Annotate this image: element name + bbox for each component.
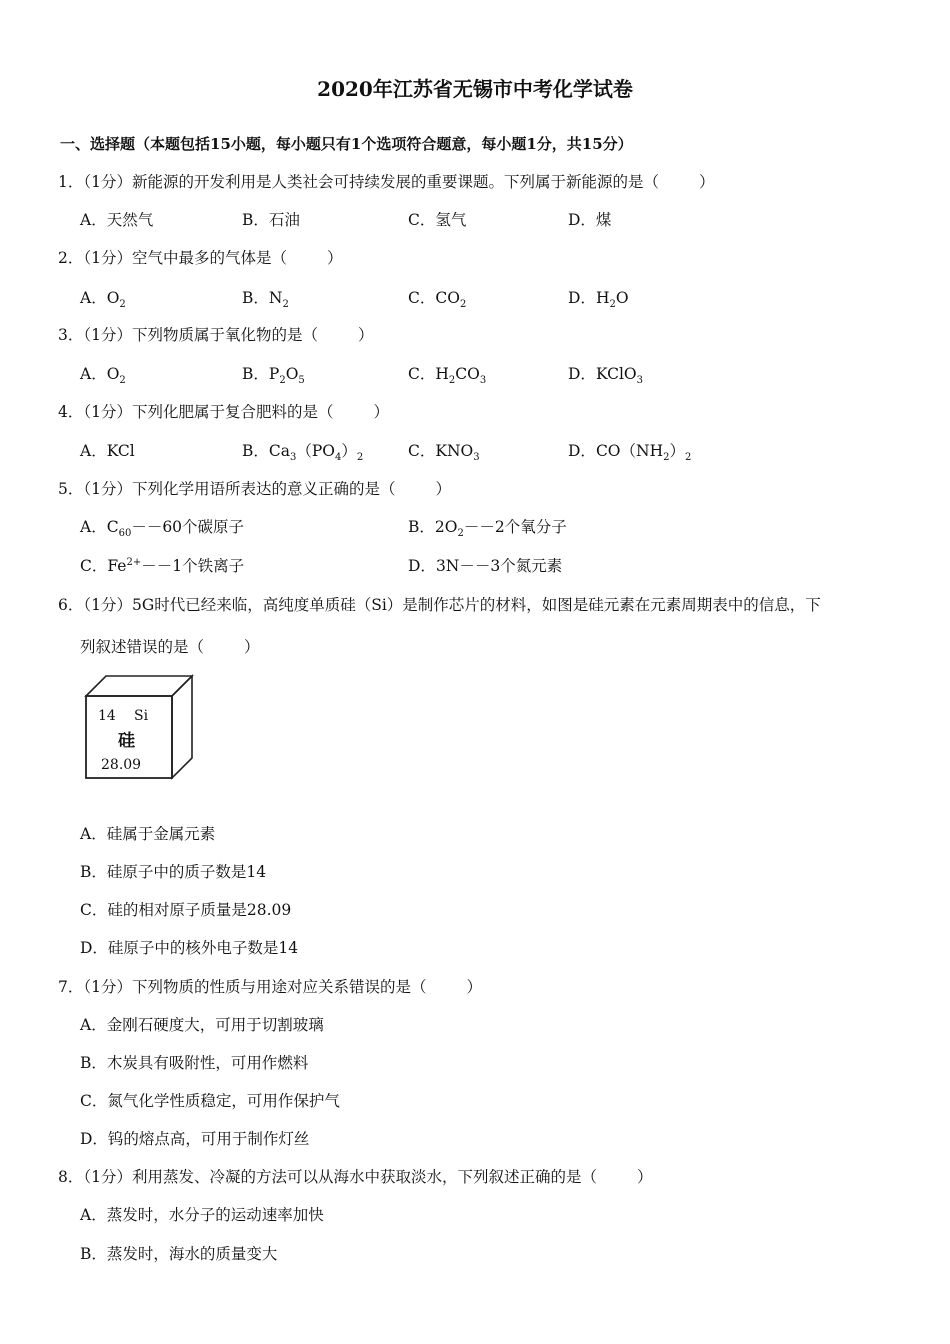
element-symbol: Si [134, 708, 149, 724]
question-bracket-end: ） [327, 249, 343, 267]
q3-option-c: C．$H_2CO_3$ [408, 365, 487, 387]
question-number: 4． [58, 403, 84, 421]
question-stem: （1分）5G时代已经来临，高纯度单质硅（Si）是制作芯片的材料，如图是硅元素在元素周期表中的信息，下 [83, 596, 821, 614]
question-8 [58, 1167, 653, 1187]
q1-option-b: B．石油 [242, 211, 300, 229]
q2-option-a: A．$O_2$ [80, 289, 126, 311]
question-stem: （1分）下列化肥属于复合肥料的是（ [83, 403, 334, 421]
q3-option-a: A．$O_2$ [80, 365, 126, 387]
question-stem-cont: 列叙述错误的是（ [80, 638, 205, 656]
q6-option-b: B．硅原子中的质子数是14 [80, 863, 267, 881]
q2-option-c: C．$CO_2$ [408, 289, 467, 311]
q1-option-c: C．氢气 [408, 211, 467, 229]
question-stem: （1分）下列物质的性质与用途对应关系错误的是（ [83, 978, 427, 996]
question-6 [58, 595, 821, 615]
question-stem: （1分）下列化学用语所表达的意义正确的是（ [83, 480, 396, 498]
question-3 [58, 325, 374, 345]
q3-option-d: D．KClO$_3$ [568, 365, 643, 387]
question-number: 2． [58, 249, 84, 267]
q3-option-b: B．$P_2O_5$ [242, 365, 305, 387]
q4-option-a: A．KCl [80, 442, 135, 460]
q6-option-d: D．硅原子中的核外电子数是14 [80, 939, 299, 957]
q7-option-d: D．钨的熔点高，可用于制作灯丝 [80, 1130, 310, 1148]
question-bracket-end: ） [358, 326, 374, 344]
q7-option-b: B．木炭具有吸附性，可用作燃料 [80, 1054, 309, 1072]
q8-option-a: A．蒸发时，水分子的运动速率加快 [80, 1206, 324, 1224]
question-number: 7． [58, 978, 84, 996]
section-heading: 一、选择题（本题包括15小题，每小题只有1个选项符合题意，每小题1分，共15分） [60, 135, 633, 153]
cube-side-face [172, 676, 192, 778]
q5-option-c: C．$Fe^{2+}--1$个铁离子 [80, 556, 245, 575]
q1-option-d: D．煤 [568, 211, 612, 229]
page-title: 2020年江苏省无锡市中考化学试卷 [317, 77, 633, 101]
q2-option-d: D．$H_2O$ [568, 289, 629, 311]
q7-option-c: C．氮气化学性质稳定，可用作保护气 [80, 1092, 340, 1110]
question-bracket-end: ） [637, 1168, 653, 1186]
question-number: 6． [58, 596, 84, 614]
q4-option-c: C．$KNO_3$ [408, 442, 480, 464]
question-stem: （1分）空气中最多的气体是（ [83, 249, 287, 267]
q6-option-a: A．硅属于金属元素 [80, 825, 216, 843]
q6-option-c: C．硅的相对原子质量是28.09 [80, 901, 292, 919]
question-number: 5． [58, 480, 84, 498]
silicon-element-cube [84, 674, 194, 780]
question-stem: （1分）下列物质属于氧化物的是（ [83, 326, 318, 344]
atomic-mass: 28.09 [101, 757, 142, 773]
question-bracket-end: ） [244, 638, 260, 656]
q2-option-b: B．$N_2$ [242, 289, 289, 311]
question-2 [58, 248, 343, 268]
question-stem: （1分）新能源的开发利用是人类社会可持续发展的重要课题。下列属于新能源的是（ [83, 173, 659, 191]
question-6-line-2 [80, 637, 260, 657]
question-1 [58, 172, 715, 192]
q5-option-d: D．3N－－3个氮元素 [408, 557, 563, 575]
q5-option-a: A．$C_{60}--60$个碳原子 [80, 518, 245, 540]
q7-option-a: A．金刚石硬度大，可用于切割玻璃 [80, 1016, 324, 1034]
question-4 [58, 402, 389, 422]
question-bracket-end: ） [466, 978, 483, 996]
question-7 [58, 977, 482, 997]
question-stem: （1分）利用蒸发、冷凝的方法可以从海水中获取淡水，下列叙述正确的是（ [83, 1168, 597, 1186]
question-5 [58, 479, 451, 499]
question-bracket-end: ） [435, 480, 452, 498]
question-bracket-end: ） [373, 403, 390, 421]
q5-option-b: B．$2O_2--2$个氧分子 [408, 518, 567, 540]
q8-option-b: B．蒸发时，海水的质量变大 [80, 1245, 278, 1263]
atomic-number: 14 [98, 708, 116, 724]
q4-option-b: B．$Ca_3(PO_4)_2$ [242, 442, 364, 464]
question-bracket-end: ） [699, 173, 715, 191]
q4-option-d: D．$CO(NH_2)_2$ [568, 442, 692, 464]
q1-option-a: A．天然气 [80, 211, 154, 229]
question-number: 1． [58, 173, 84, 191]
element-name: 硅 [118, 731, 135, 751]
question-number: 8． [58, 1168, 84, 1186]
question-number: 3． [58, 326, 84, 344]
